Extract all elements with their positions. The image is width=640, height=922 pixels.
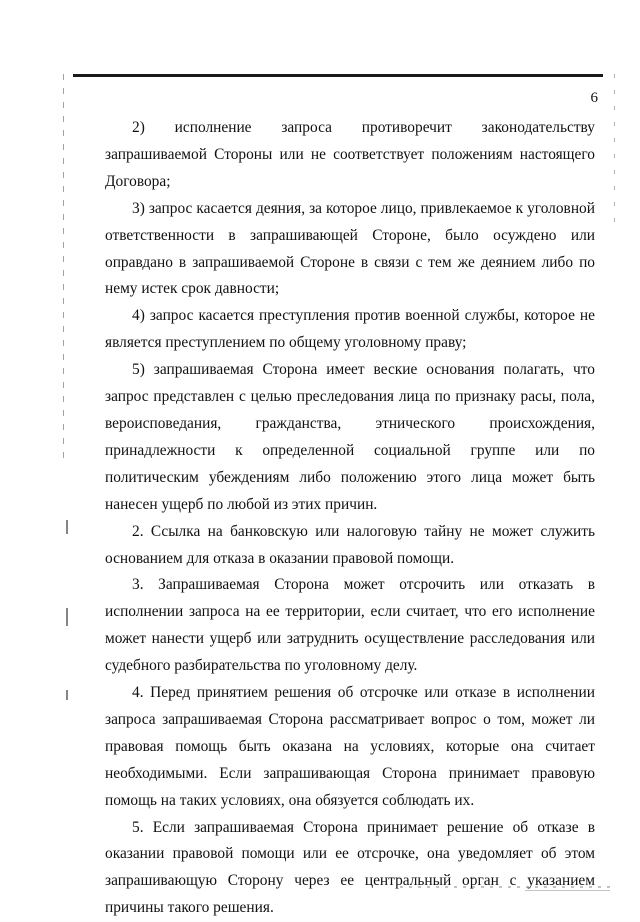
scan-footer-noise	[525, 890, 610, 891]
paragraph: 5) запрашиваемая Сторона имеет веские основания полагать, что запрос представлен с целью преследования лица по признаку расы, пола, вероисповедания, гражданства, этнического происхождения, принадлежности к определенной социальной группе или по политическим убеждениям либо положению этого лица может быть нанесен ущерб по любой из этих причин.	[105, 361, 595, 513]
scan-speck	[66, 690, 68, 700]
scan-footer-noise	[400, 886, 610, 888]
scan-speck	[66, 520, 68, 534]
paragraph: 5. Если запрашиваемая Сторона принимает решение об отказе в оказании правовой помощи или ее отсрочке, она уведомляет об этом запрашивающую Сторону через ее центральный орган с указанием причины такого решения.	[105, 818, 595, 917]
paragraph: 4) запрос касается преступления против военной службы, которое не является преступлением по общему уголовному праву;	[105, 307, 595, 352]
scan-right-edge	[614, 74, 615, 224]
page-number: 6	[590, 90, 598, 106]
document-body	[105, 115, 595, 922]
paragraph: 2) исполнение запроса противоречит законодательству запрашиваемой Стороны или не соответствует положениям настоящего Договора;	[105, 119, 595, 190]
paragraph: 2. Ссылка на банковскую или налоговую тайну не может служить основанием для отказа в оказании правовой помощи.	[105, 522, 595, 567]
header-rule	[73, 74, 603, 77]
scan-speck	[66, 608, 68, 626]
paragraph: 4. Перед принятием решения об отсрочке или отказе в исполнении запроса запрашиваемая Сторона рассматривает вопрос о том, может ли правовая помощь быть оказана на условиях, которые она считает необходимыми. Если запрашивающая Сторона принимает правовую помощь на таких условиях, она обязуется соблюдать их.	[105, 684, 595, 809]
paragraph: 3. Запрашиваемая Сторона может отсрочить или отказать в исполнении запроса на ее территории, если считает, что его исполнение может нанести ущерб или затруднить осуществление расследования или судебного разбирательства по уголовному делу.	[105, 576, 595, 675]
paragraph: 3) запрос касается деяния, за которое лицо, привлекаемое к уголовной ответственности в запрашивающей Стороне, было осуждено или оправдано в запрашиваемой Стороне в связи с тем же деянием либо по нему истек срок давности;	[105, 199, 595, 298]
scan-left-edge	[63, 74, 64, 464]
